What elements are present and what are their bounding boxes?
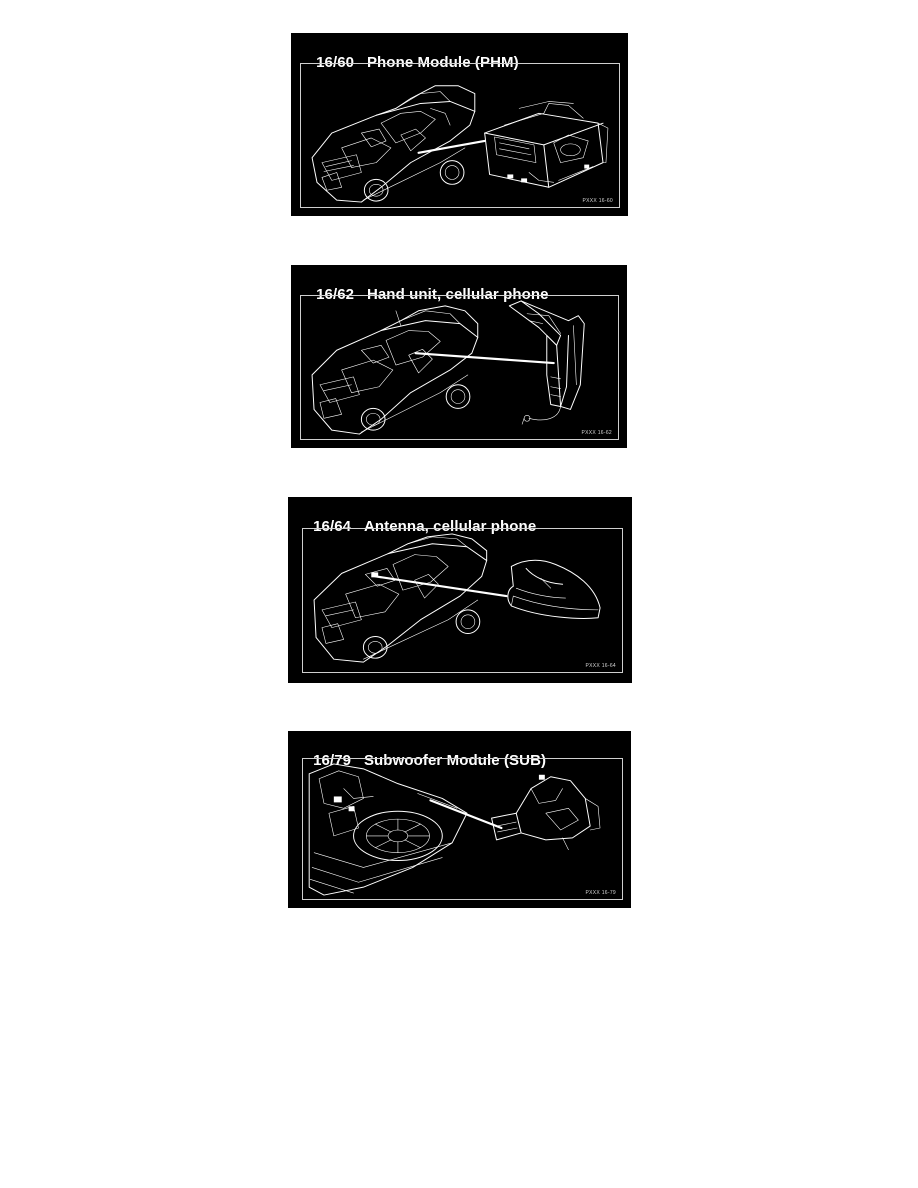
figure-panel-phone-module xyxy=(291,33,628,216)
phone-module-icon xyxy=(485,101,608,187)
car-outline-icon xyxy=(314,534,487,662)
car-hand-unit-drawing xyxy=(301,296,618,439)
trunk-outline-icon xyxy=(309,764,467,895)
figure-code: PXXX 16-62 xyxy=(581,430,612,436)
figure-number: 16/60 xyxy=(316,54,355,71)
figure-illustration xyxy=(302,528,623,673)
leader-line xyxy=(419,141,485,153)
figure-code: PXXX 16-79 xyxy=(585,890,616,896)
figure-panel-subwoofer xyxy=(288,731,631,908)
figure-illustration xyxy=(300,63,620,208)
figure-number: 16/64 xyxy=(313,518,352,535)
figure-illustration xyxy=(302,758,623,900)
car-outline-icon xyxy=(312,86,475,202)
figure-illustration xyxy=(300,295,619,440)
figure-caption: Hand unit, cellular phone xyxy=(366,286,549,303)
car-phone-module-drawing xyxy=(301,64,619,207)
figure-caption: Antenna, cellular phone xyxy=(363,518,537,535)
figure-code: PXXX 16-64 xyxy=(585,663,616,669)
leader-line xyxy=(430,800,501,828)
figure-number: 16/62 xyxy=(316,286,355,303)
car-antenna-drawing xyxy=(303,529,622,672)
hand-unit-icon xyxy=(509,301,584,424)
subwoofer-module-icon xyxy=(492,775,600,850)
figure-panel-antenna xyxy=(288,497,632,683)
figure-caption: Phone Module (PHM) xyxy=(366,54,519,71)
leader-line xyxy=(416,353,554,363)
leader-line xyxy=(375,576,506,596)
trunk-subwoofer-drawing xyxy=(303,759,622,899)
figure-code: PXXX 16-60 xyxy=(582,198,613,204)
antenna-icon xyxy=(508,560,600,618)
figure-number: 16/79 xyxy=(313,752,352,769)
car-outline-icon xyxy=(312,306,478,434)
figure-panel-hand-unit xyxy=(291,265,627,448)
figure-caption: Subwoofer Module (SUB) xyxy=(363,752,547,769)
